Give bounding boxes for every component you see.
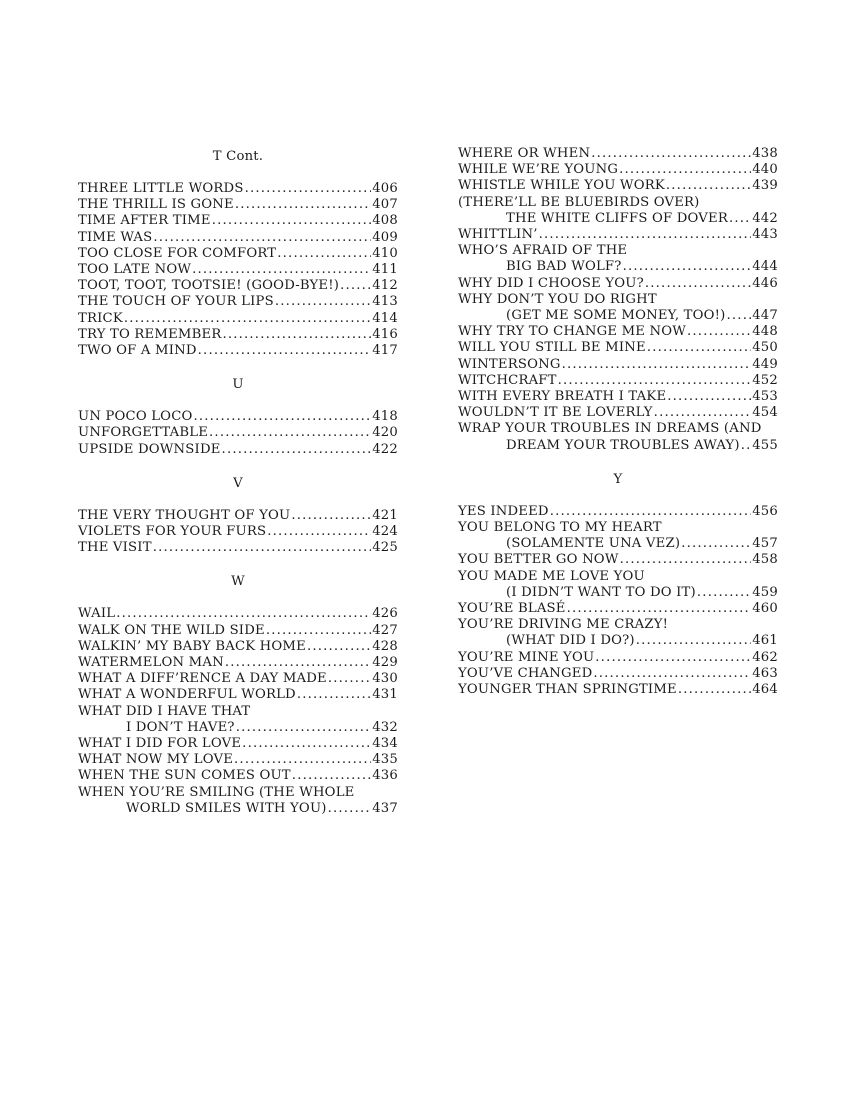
page-number: 426 xyxy=(372,606,398,622)
section-heading: U xyxy=(232,377,244,393)
entry-line-continuation xyxy=(458,536,778,552)
dot-leader xyxy=(550,504,752,520)
dot-leader xyxy=(266,623,371,639)
dot-leader xyxy=(242,736,371,752)
entry-line xyxy=(458,617,778,633)
entry-line xyxy=(458,195,778,211)
index-entry xyxy=(78,246,398,262)
entry-line xyxy=(458,243,778,259)
song-title: (GET ME SOME MONEY, TOO!) xyxy=(506,308,726,324)
entry-line xyxy=(78,197,398,213)
page-number: 414 xyxy=(372,310,398,326)
dot-leader xyxy=(666,178,751,194)
dot-leader xyxy=(678,682,751,698)
song-title: WHEN YOU’RE SMILING (THE WHOLE xyxy=(78,784,355,800)
index-entry xyxy=(78,606,398,622)
entry-line xyxy=(78,311,398,327)
song-title: WHILE WE’RE YOUNG xyxy=(458,162,619,178)
page-number: 417 xyxy=(372,343,398,359)
page-number: 459 xyxy=(752,584,778,600)
index-entry xyxy=(458,650,778,666)
song-title: WALKIN’ MY BABY BACK HOME xyxy=(78,638,306,654)
song-title: WILL YOU STILL BE MINE xyxy=(458,340,646,356)
song-title: WHY DID I CHOOSE YOU? xyxy=(458,275,644,291)
entry-line xyxy=(78,343,398,359)
entry-line xyxy=(458,373,778,389)
page-number: 438 xyxy=(752,146,778,161)
song-title: WITH EVERY BREATH I TAKE xyxy=(458,389,667,405)
entry-line xyxy=(78,606,398,622)
entry-line xyxy=(78,230,398,246)
page-number: 428 xyxy=(372,638,398,654)
dot-leader xyxy=(192,262,371,278)
song-title: THE VERY THOUGHT OF YOU xyxy=(78,507,291,523)
dot-leader xyxy=(340,278,371,294)
song-title: WHAT A DIFF’RENCE A DAY MADE xyxy=(78,671,327,687)
song-title: TIME AFTER TIME xyxy=(78,213,211,229)
entry-line xyxy=(78,246,398,262)
index-section xyxy=(458,471,778,698)
page-number: 464 xyxy=(752,682,778,698)
entry-line xyxy=(78,213,398,229)
page-number: 458 xyxy=(752,552,778,568)
section-heading: W xyxy=(231,574,245,590)
entry-line xyxy=(78,687,398,703)
song-title: TWO OF A MIND xyxy=(78,343,197,359)
dot-leader xyxy=(681,536,751,552)
dot-leader xyxy=(153,540,372,556)
entry-line-continuation xyxy=(78,801,398,817)
dot-leader xyxy=(591,146,751,162)
entry-line-continuation xyxy=(458,633,778,649)
page-number: 454 xyxy=(752,405,778,421)
song-title: THREE LITTLE WORDS xyxy=(78,181,244,196)
index-entry xyxy=(78,785,398,817)
song-title: UNFORGETTABLE xyxy=(78,425,209,441)
song-title: TOOT, TOOT, TOOTSIE! (GOOD-BYE!) xyxy=(78,278,340,294)
index-entry xyxy=(458,520,778,552)
song-title: THE THRILL IS GONE xyxy=(78,197,234,213)
page-number: 422 xyxy=(372,441,398,457)
song-title: WHEN THE SUN COMES OUT xyxy=(78,768,291,784)
page-number: 460 xyxy=(752,601,778,617)
entry-line-continuation xyxy=(458,308,778,324)
page-number: 446 xyxy=(752,275,778,291)
index-entry xyxy=(78,425,398,441)
song-title: YOU’VE CHANGED xyxy=(458,665,593,681)
entry-list xyxy=(458,146,778,454)
song-title: YOU’RE DRIVING ME CRAZY! xyxy=(458,617,669,633)
page-number: 443 xyxy=(752,227,778,243)
song-title: (SOLAMENTE UNA VEZ) xyxy=(506,536,681,552)
page-number: 461 xyxy=(752,633,778,649)
entry-line xyxy=(458,146,778,162)
page-number: 456 xyxy=(752,503,778,519)
page-number: 430 xyxy=(372,671,398,687)
entry-line xyxy=(458,682,778,698)
entry-line xyxy=(458,292,778,308)
index-entry xyxy=(78,327,398,343)
index-entry xyxy=(458,666,778,682)
entry-line xyxy=(458,421,778,437)
entry-line xyxy=(458,405,778,421)
index-entry xyxy=(78,181,398,197)
page-number: 453 xyxy=(752,389,778,405)
page-number: 455 xyxy=(752,437,778,453)
page-number: 444 xyxy=(752,259,778,275)
index-entry xyxy=(78,442,398,458)
index-entry xyxy=(78,294,398,310)
page-number: 411 xyxy=(372,262,398,278)
entry-line xyxy=(78,425,398,441)
dot-leader xyxy=(654,405,752,421)
song-title: I DON’T HAVE? xyxy=(126,719,235,735)
page-number: 463 xyxy=(752,665,778,681)
song-title: UN POCO LOCO xyxy=(78,409,193,425)
dot-leader xyxy=(645,276,751,292)
entry-line xyxy=(78,442,398,458)
entry-line xyxy=(78,508,398,524)
song-title: BIG BAD WOLF? xyxy=(506,259,622,275)
song-title: THE TOUCH OF YOUR LIPS xyxy=(78,294,274,310)
dot-leader xyxy=(667,389,751,405)
page-number: 436 xyxy=(372,768,398,784)
section-heading: T Cont. xyxy=(212,149,264,164)
page-number: 452 xyxy=(752,372,778,388)
dot-leader xyxy=(567,601,752,617)
dot-leader xyxy=(539,227,752,243)
entry-line-continuation xyxy=(78,720,398,736)
song-title: WHERE OR WHEN xyxy=(458,146,591,161)
index-entry xyxy=(458,389,778,405)
song-title: WITCHCRAFT xyxy=(458,372,557,388)
entry-line xyxy=(78,639,398,655)
dot-leader xyxy=(687,324,751,340)
entry-line xyxy=(458,324,778,340)
index-entry xyxy=(458,292,778,324)
index-entry xyxy=(78,687,398,703)
index-entry xyxy=(458,146,778,162)
page-number: 432 xyxy=(372,719,398,735)
index-entry xyxy=(78,262,398,278)
dot-leader xyxy=(697,585,751,601)
index-entry xyxy=(458,421,778,453)
song-title: TRY TO REMEMBER xyxy=(78,326,222,342)
dot-leader xyxy=(267,524,371,540)
song-title: YOU BELONG TO MY HEART xyxy=(458,520,662,536)
entry-line xyxy=(458,389,778,405)
page-number: 424 xyxy=(372,524,398,540)
index-entry xyxy=(78,623,398,639)
index-entry xyxy=(458,405,778,421)
dot-leader xyxy=(236,720,372,736)
page-number: 440 xyxy=(752,162,778,178)
song-title: TOO LATE NOW xyxy=(78,262,192,278)
dot-leader xyxy=(593,666,751,682)
dot-leader xyxy=(275,294,371,310)
entry-line xyxy=(458,569,778,585)
entry-list xyxy=(78,409,398,458)
dot-leader xyxy=(245,181,372,197)
index-entry xyxy=(78,752,398,768)
song-title: VIOLETS FOR YOUR FURS xyxy=(78,524,267,540)
dot-leader xyxy=(562,357,752,373)
entry-line xyxy=(458,162,778,178)
index-entry xyxy=(78,508,398,524)
song-title: WHITTLIN’ xyxy=(458,227,538,243)
page-number: 431 xyxy=(372,687,398,703)
index-entry xyxy=(78,671,398,687)
entry-line-continuation xyxy=(458,259,778,275)
index-entry xyxy=(458,504,778,520)
dot-leader xyxy=(124,311,371,327)
dot-leader xyxy=(153,230,371,246)
song-title: YES INDEED xyxy=(458,503,549,519)
dot-leader xyxy=(619,162,751,178)
index-entry xyxy=(78,213,398,229)
index-entry xyxy=(458,178,778,194)
song-title: YOU’RE BLASÉ xyxy=(458,601,566,617)
entry-line xyxy=(78,623,398,639)
entry-list xyxy=(458,504,778,698)
page-number: 416 xyxy=(372,326,398,342)
song-title: THE WHITE CLIFFS OF DOVER xyxy=(506,210,728,226)
dot-leader xyxy=(741,438,751,454)
dot-leader xyxy=(222,442,372,458)
section-heading: V xyxy=(233,475,243,491)
entry-line xyxy=(458,340,778,356)
page-number: 408 xyxy=(372,213,398,229)
page-number: 427 xyxy=(372,622,398,638)
song-title: WINTERSONG xyxy=(458,356,561,372)
page-number: 462 xyxy=(752,649,778,665)
dot-leader xyxy=(234,752,371,768)
index-entry xyxy=(78,639,398,655)
index-entry xyxy=(78,311,398,327)
index-entry xyxy=(78,230,398,246)
index-entry xyxy=(458,195,778,227)
entry-line xyxy=(78,294,398,310)
index-entry xyxy=(78,540,398,556)
page-number: 450 xyxy=(752,340,778,356)
dot-leader xyxy=(328,801,372,817)
entry-line xyxy=(78,181,398,197)
index-entry xyxy=(458,162,778,178)
entry-line xyxy=(78,768,398,784)
song-title: UPSIDE DOWNSIDE xyxy=(78,441,221,457)
index-entry xyxy=(78,704,398,736)
index-columns xyxy=(78,146,778,817)
page-number: 434 xyxy=(372,736,398,752)
page-number: 409 xyxy=(372,229,398,245)
index-column-right xyxy=(458,146,778,698)
entry-line-continuation xyxy=(458,211,778,227)
entry-line xyxy=(458,178,778,194)
index-section xyxy=(458,146,778,454)
song-title: WHO’S AFRAID OF THE xyxy=(458,243,628,259)
song-title: WORLD SMILES WITH YOU) xyxy=(126,800,327,816)
dot-leader xyxy=(116,606,371,622)
song-title: WALK ON THE WILD SIDE xyxy=(78,622,265,638)
song-title: TOO CLOSE FOR COMFORT xyxy=(78,245,277,261)
index-entry xyxy=(458,569,778,601)
song-title: WHAT I DID FOR LOVE xyxy=(78,736,242,752)
song-title: WHAT A WONDERFUL WORLD xyxy=(78,687,296,703)
index-entry xyxy=(78,278,398,294)
page-number: 448 xyxy=(752,324,778,340)
dot-leader xyxy=(729,211,751,227)
entry-line xyxy=(458,650,778,666)
entry-line xyxy=(78,409,398,425)
song-title: YOUNGER THAN SPRINGTIME xyxy=(458,682,677,698)
entry-line xyxy=(458,552,778,568)
dot-leader xyxy=(222,327,371,343)
dot-leader xyxy=(212,213,372,229)
dot-leader xyxy=(225,655,371,671)
song-title: (I DIDN’T WANT TO DO IT) xyxy=(506,584,696,600)
page-number: 429 xyxy=(372,655,398,671)
page-number: 406 xyxy=(372,181,398,196)
page-number: 421 xyxy=(372,507,398,523)
song-title: (WHAT DID I DO?) xyxy=(506,633,635,649)
entry-line xyxy=(78,524,398,540)
entry-line xyxy=(78,262,398,278)
dot-leader xyxy=(235,197,371,213)
song-title: WOULDN’T IT BE LOVERLY xyxy=(458,405,653,421)
page-number: 412 xyxy=(372,278,398,294)
entry-line xyxy=(458,276,778,292)
entry-line xyxy=(458,504,778,520)
page-number: 425 xyxy=(372,540,398,556)
song-title: WRAP YOUR TROUBLES IN DREAMS (AND xyxy=(458,421,762,437)
song-title: TRICK xyxy=(78,310,123,326)
page-number: 418 xyxy=(372,409,398,425)
section-heading: Y xyxy=(613,471,623,487)
page-number: 420 xyxy=(372,425,398,441)
index-section xyxy=(78,475,398,557)
page-number: 447 xyxy=(752,308,778,324)
entry-line xyxy=(458,666,778,682)
index-entry xyxy=(458,682,778,698)
entry-line-continuation xyxy=(458,438,778,454)
index-column-left xyxy=(78,146,398,817)
song-title: WATERMELON MAN xyxy=(78,655,224,671)
entry-line xyxy=(458,601,778,617)
page-number: 410 xyxy=(372,245,398,261)
index-entry xyxy=(78,655,398,671)
dot-leader xyxy=(727,308,752,324)
index-entry xyxy=(458,601,778,617)
index-entry xyxy=(458,243,778,275)
index-entry xyxy=(458,357,778,373)
index-entry xyxy=(78,736,398,752)
entry-line xyxy=(458,227,778,243)
entry-list xyxy=(78,508,398,557)
song-title: YOU’RE MINE YOU xyxy=(458,649,595,665)
page-number: 442 xyxy=(752,210,778,226)
page-number: 413 xyxy=(372,294,398,310)
index-entry xyxy=(458,227,778,243)
page-number: 407 xyxy=(372,197,398,213)
dot-leader xyxy=(558,373,752,389)
song-title: DREAM YOUR TROUBLES AWAY) xyxy=(506,437,740,453)
dot-leader xyxy=(209,425,371,441)
page-number: 439 xyxy=(752,178,778,194)
entry-line xyxy=(458,357,778,373)
page-number: 449 xyxy=(752,356,778,372)
entry-line xyxy=(78,785,398,801)
index-section xyxy=(78,376,398,458)
entry-list xyxy=(78,181,398,359)
dot-leader xyxy=(636,633,751,649)
song-title: WHY DON’T YOU DO RIGHT xyxy=(458,291,657,307)
dot-leader xyxy=(328,671,371,687)
page-number: 435 xyxy=(372,752,398,768)
page-number: 457 xyxy=(752,536,778,552)
dot-leader xyxy=(277,246,371,262)
dot-leader xyxy=(194,409,372,425)
index-section xyxy=(78,148,398,359)
index-section xyxy=(78,573,398,817)
song-title: (THERE’LL BE BLUEBIRDS OVER) xyxy=(458,194,700,210)
index-entry xyxy=(458,324,778,340)
dot-leader xyxy=(623,259,752,275)
song-title: TIME WAS xyxy=(78,229,153,245)
song-title: WHY TRY TO CHANGE ME NOW xyxy=(458,324,687,340)
song-title: YOU BETTER GO NOW xyxy=(458,552,619,568)
song-title: WAIL xyxy=(78,606,116,622)
index-entry xyxy=(458,552,778,568)
dot-leader xyxy=(647,340,751,356)
index-entry xyxy=(458,373,778,389)
index-entry xyxy=(78,524,398,540)
entry-line xyxy=(78,736,398,752)
song-title: YOU MADE ME LOVE YOU xyxy=(458,568,645,584)
dot-leader xyxy=(297,687,371,703)
entry-line xyxy=(78,278,398,294)
index-entry xyxy=(78,197,398,213)
dot-leader xyxy=(595,650,751,666)
entry-line xyxy=(78,327,398,343)
entry-line xyxy=(78,752,398,768)
dot-leader xyxy=(198,343,372,359)
song-title: WHAT NOW MY LOVE xyxy=(78,752,234,768)
song-title: WHAT DID I HAVE THAT xyxy=(78,703,251,719)
dot-leader xyxy=(307,639,371,655)
index-entry xyxy=(458,617,778,649)
entry-line xyxy=(78,704,398,720)
entry-line xyxy=(458,520,778,536)
index-entry xyxy=(78,343,398,359)
index-entry xyxy=(78,409,398,425)
entry-line xyxy=(78,655,398,671)
song-title: WHISTLE WHILE YOU WORK xyxy=(458,178,665,194)
entry-line-continuation xyxy=(458,585,778,601)
entry-line xyxy=(78,671,398,687)
dot-leader xyxy=(620,552,752,568)
dot-leader xyxy=(291,508,371,524)
index-entry xyxy=(458,340,778,356)
song-title: THE VISIT xyxy=(78,540,152,556)
index-entry xyxy=(458,276,778,292)
entry-list xyxy=(78,606,398,817)
entry-line xyxy=(78,540,398,556)
page-number: 437 xyxy=(372,800,398,816)
index-entry xyxy=(78,768,398,784)
dot-leader xyxy=(292,768,371,784)
